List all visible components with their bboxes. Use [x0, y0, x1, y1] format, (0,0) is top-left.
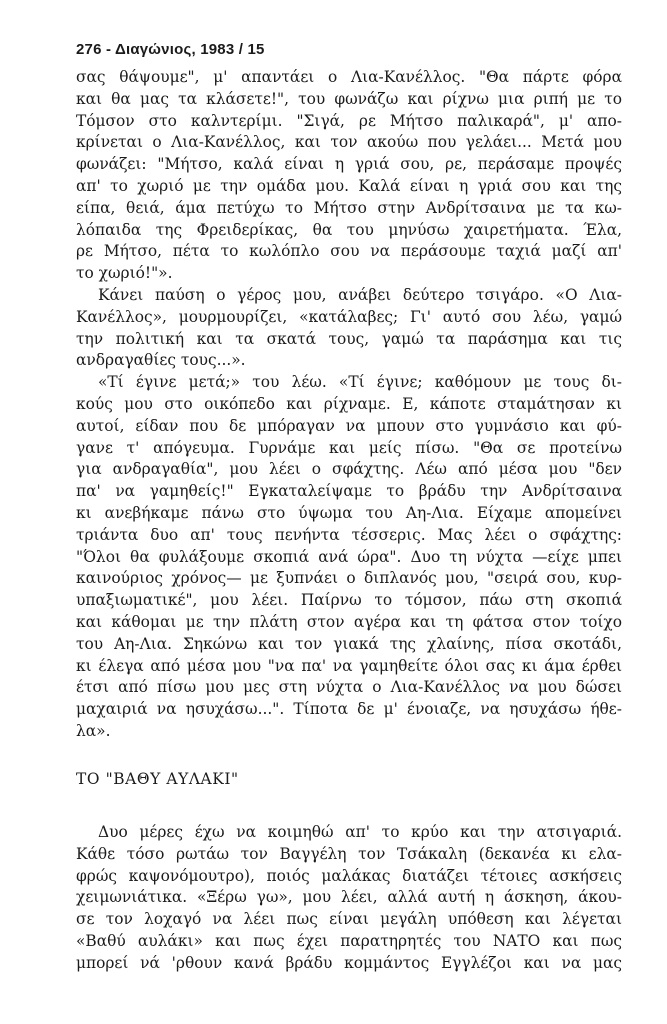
text-line: φρώς καψονόμουτρο), ποιός μαλάκας διατάζει τέτοιες ασκήσεις [76, 866, 622, 885]
text-line: μαχαιριά να ησυχάσω...". Τίποτα δε μ' ένοιαζε, να ησυχάσω ήθε- [76, 700, 622, 719]
text-line: και θα μας τα κλάσετε!", του φωνάζω και ρίχνω μια ριπή με το [76, 89, 622, 108]
text-line: Κάνει παύση ο γέρος μου, ανάβει δεύτερο τσιγάρο. «Ο Λια- [98, 285, 622, 304]
text-line: γανε τ' απόγευμα. Γυρνάμε και μείς πίσω. "Θα σε προτείνω [76, 438, 622, 457]
text-line: «Τί έγινε μετά;» του λέω. «Τί έγινε; καθόμουν με τους δι- [98, 373, 622, 392]
text-line: Κάθε τόσο ρωτάω τον Βαγγέλη τον Τσάκαλη (δεκανέα κι ελα- [76, 844, 622, 863]
text-line: μπορεί νά 'ρθουν κανά βράδυ κομμάντος Εγγλέζοι και να μας [76, 953, 622, 972]
text-line: κι έλεγα από μέσα μου "να πα' να γαμηθείτε όλοι σας κι άμα έρθει [76, 656, 622, 675]
text-line: καινούριος χρόνος— με ξυπνάει ο διπλανός μου, "σειρά σου, κυρ- [76, 569, 622, 588]
text-line: την πολιτική και τα σκατά τους, γαμώ τα παράσημα και τις [76, 329, 622, 348]
text-line: το χωριό!"». [76, 264, 173, 283]
section-heading: ΤΟ "ΒΑΘΥ ΑΥΛΑΚΙ" [76, 770, 239, 788]
text-line: "Όλοι θα φυλάξουμε σκοπιά ανά ώρα". Δυο τη νύχτα —είχε μπει [76, 547, 622, 566]
text-line: πα' να γαμηθείς!" Εγκαταλείψαμε το βράδυ την Ανδρίτσαινα [76, 482, 622, 501]
text-line: κρίνεται ο Λια-Κανέλλος, και τον ακούω που γελάει... Μετά μου [76, 133, 622, 152]
text-line: κούς μου στο οικόπεδο και ρίχναμε. Ε, κάποτε σταμάτησαν κι [76, 394, 622, 413]
text-line: χειμωνιάτικα. «Ξέρω γω», μου λέει, αλλά αυτή η άσκηση, άκου- [76, 888, 622, 907]
text-line: είπα, θειά, άμα πετύχω το Μήτσο στην Ανδρίτσαινα με τα κω- [76, 198, 622, 217]
section-text [76, 822, 622, 975]
text-line: έτσι από πίσω μου μες στη νύχτα ο Λια-Κανέλλος να μου δώσει [76, 678, 622, 697]
text-line: σε τον λοχαγό να λέει πως είναι μεγάλη υπόθεση και λέγεται [76, 910, 622, 929]
text-line: κι ανεβήκαμε πάνω στο ύψωμα του Αη-Λια. Είχαμε απομείνει [76, 503, 622, 522]
text-line: ανδραγαθίες τους...». [76, 351, 246, 370]
text-line: Δυο μέρες έχω να κοιμηθώ απ' το κρύο και την ατσιγαριά. [98, 823, 622, 841]
text-line: αυτοί, είδαν που δε μπόραγαν να μπουν στο γυμνάσιο και φύ- [76, 416, 622, 435]
running-head: 276 - Διαγώνιος, 1983 / 15 [76, 41, 265, 58]
text-line: για ανδραγαθία", μου λέει ο σφάχτης. Λέω από μέσα μου "δεν [76, 460, 622, 479]
text-line: Κανέλλος», μουρμουρίζει, «κατάλαβες; Γι' αυτό σου λέω, γαμώ [76, 307, 622, 326]
text-line: ρε Μήτσο, πέτα το κωλόπλο σου να περάσουμε ταχιά μαζί απ' [76, 242, 622, 261]
text-line: υπαξιωματικέ", μου λέει. Παίρνω το τόμσον, πάω στη σκοπιά [76, 591, 622, 610]
text-line: «Βαθύ αυλάκι» και πως έχει παρατηρητές του ΝΑΤΟ και πως [76, 931, 622, 950]
text-line: φωνάζει: "Μήτσο, καλά είναι η γριά σου, ρε, περάσαμε προψές [76, 155, 622, 174]
narrative-text [76, 67, 622, 743]
text-line: του Αη-Λια. Σηκώνω και τον γιακά της χλαίνης, πίσα σκοτάδι, [76, 634, 622, 653]
text-line: λόπαιδα της Φρειδερίκας, θα του μηνύσω χαιρετήματα. Έλα, [76, 220, 622, 239]
text-line: σας θάψουμε", μ' απαντάει ο Λια-Κανέλλος. "Θα πάρτε φόρα [76, 68, 622, 86]
text-line: τριάντα δυο απ' τους πενήντα τέσσερις. Μας λέει ο σφάχτης: [76, 525, 622, 544]
text-line: απ' το χωριό με την ομάδα μου. Καλά είναι η γριά σου και της [76, 176, 622, 195]
text-line: λα». [76, 721, 111, 740]
text-line: και κάθομαι με την πλάτη στον αγέρα και τη φάτσα στον τοίχο [76, 612, 622, 631]
text-line: Τόμσον στο καλντερίμι. "Σιγά, ρε Μήτσο παλικαρά", μ' απο- [76, 111, 622, 130]
